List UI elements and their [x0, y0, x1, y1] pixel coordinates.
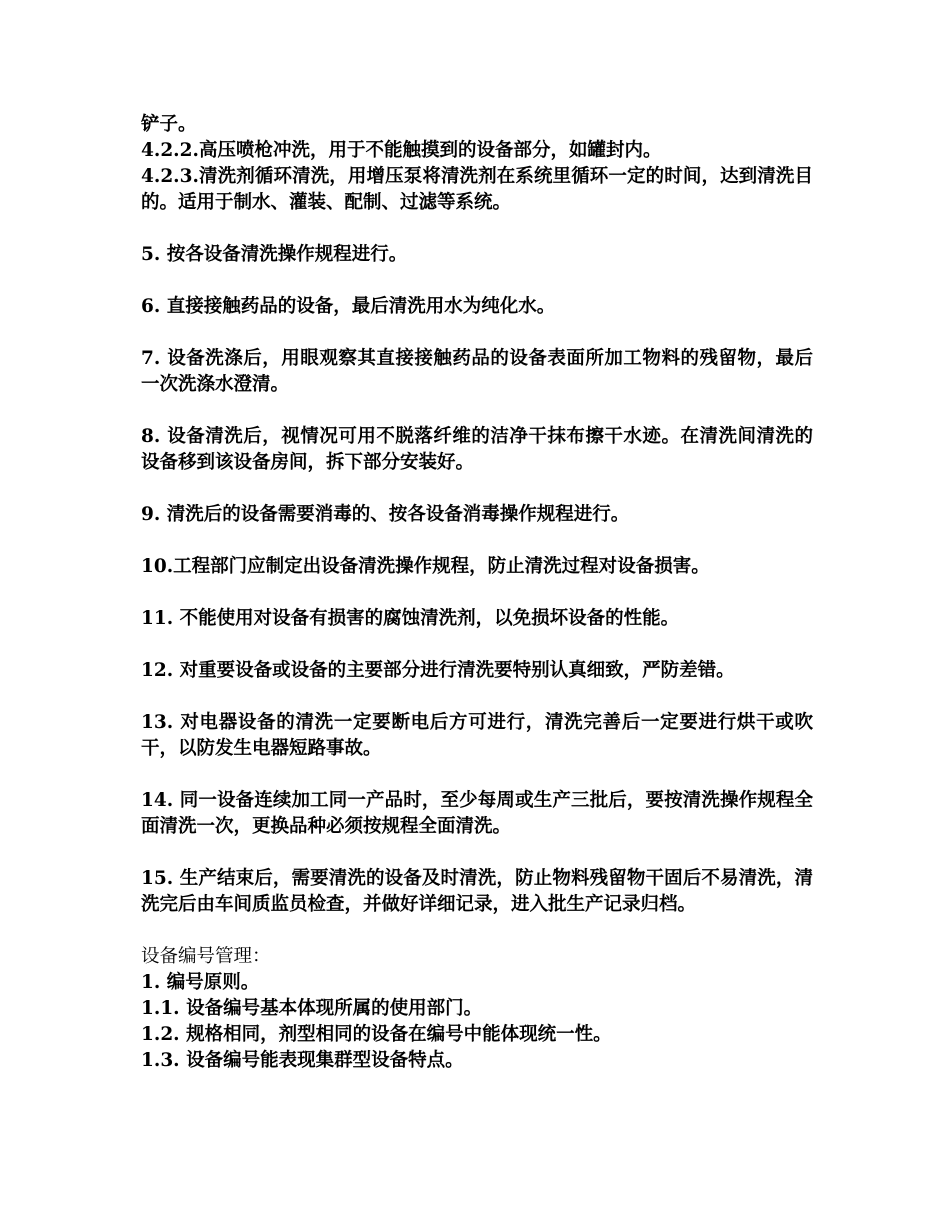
document-page [141, 112, 813, 1074]
paragraph-gap [141, 684, 813, 710]
item-7: 7. 设备洗涤后，用眼观察其直接接触药品的设备表面所加工物料的残留物，最后一次洗涤水澄清。 [141, 348, 813, 395]
paragraph-gap [141, 268, 813, 294]
numbering-line: 1.3. 设备编号能表现集群型设备特点。 [141, 1050, 464, 1071]
paragraph-gap [141, 476, 813, 502]
paragraph-gap [141, 918, 813, 944]
item-10: 10.工程部门应制定出设备清洗操作规程，防止清洗过程对设备损害。 [141, 556, 710, 577]
text-line: 4.2.2.高压喷枪冲洗，用于不能触摸到的设备部分，如罐封内。 [141, 140, 662, 161]
paragraph-gap [141, 528, 813, 554]
item-13: 13. 对电器设备的清洗一定要断电后方可进行，清洗完善后一定要进行烘干或吹干，以防发生电器短路事故。 [141, 712, 813, 759]
paragraph-gap [141, 216, 813, 242]
item-8: 8. 设备清洗后，视情况可用不脱落纤维的洁净干抹布擦干水迹。在清洗间清洗的设备移到该设备房间，拆下部分安装好。 [141, 426, 813, 473]
item-5: 5. 按各设备清洗操作规程进行。 [141, 244, 408, 265]
numbering-line: 1.2. 规格相同，剂型相同的设备在编号中能体现统一性。 [141, 1024, 612, 1045]
paragraph-gap [141, 320, 813, 346]
section-title: 设备编号管理： [141, 946, 271, 967]
paragraph-4-2-3: 4.2.3.清洗剂循环清洗，用增压泵将清洗剂在系统里循环一定的时间，达到清洗目的。适用于制水、灌装、配制、过滤等系统。 [141, 166, 813, 213]
item-14: 14. 同一设备连续加工同一产品时，至少每周或生产三批后，要按清洗操作规程全面清洗一次，更换品种必须按规程全面清洗。 [141, 790, 813, 837]
paragraph-gap [141, 580, 813, 606]
item-6: 6. 直接接触药品的设备，最后清洗用水为纯化水。 [141, 296, 556, 317]
paragraph-gap [141, 632, 813, 658]
text-line: 铲子。 [141, 114, 197, 135]
item-15: 15. 生产结束后，需要清洗的设备及时清洗，防止物料残留物干固后不易清洗，清洗完后由车间质监员检查，并做好详细记录，进入批生产记录归档。 [141, 868, 813, 915]
item-12: 12. 对重要设备或设备的主要部分进行清洗要特别认真细致，严防差错。 [141, 660, 735, 681]
paragraph-gap [141, 762, 813, 788]
item-11: 11. 不能使用对设备有损害的腐蚀清洗剂，以免损坏设备的性能。 [141, 608, 680, 629]
paragraph-gap [141, 840, 813, 866]
numbering-line: 1. 编号原则。 [141, 972, 260, 993]
paragraph-gap [141, 398, 813, 424]
item-9: 9. 清洗后的设备需要消毒的、按各设备消毒操作规程进行。 [141, 504, 630, 525]
numbering-line: 1.1. 设备编号基本体现所属的使用部门。 [141, 998, 483, 1019]
